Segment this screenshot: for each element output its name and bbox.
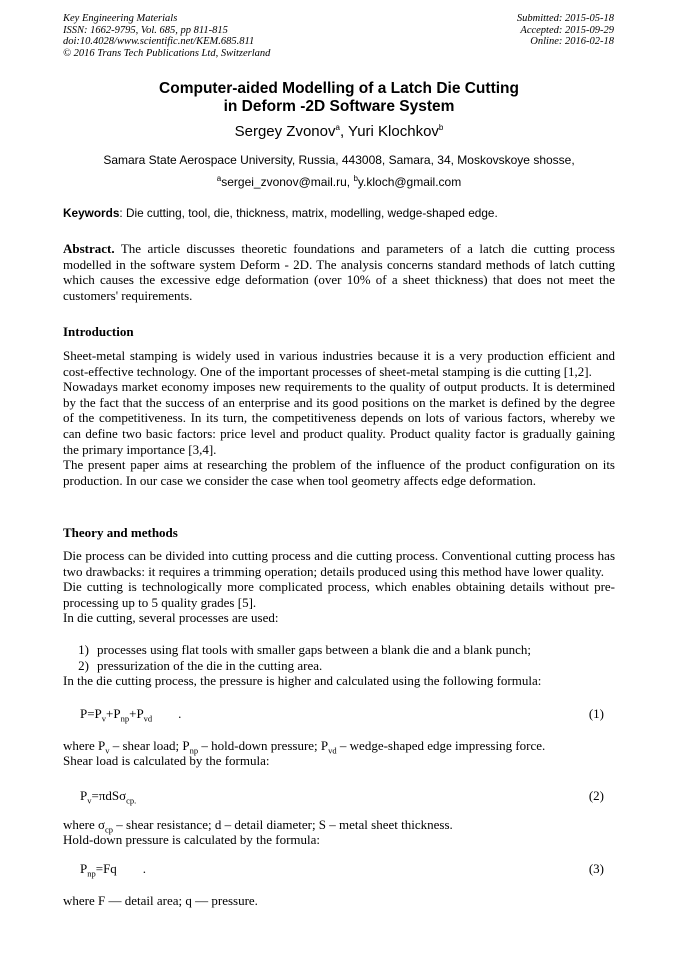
author-separator: ,: [339, 123, 349, 140]
author-1-marker: a: [335, 123, 340, 132]
eq2-sub-cp: cp.: [126, 795, 137, 806]
eq2-sub-v: v: [87, 795, 92, 806]
theory-heading: Theory and methods: [63, 525, 178, 540]
theory-body: [63, 548, 615, 626]
eq1-where-sub-vd: vd: [328, 745, 337, 756]
affiliation-emails: [0, 171, 678, 193]
eq2-p: P: [80, 788, 88, 803]
eq1-sub-v: v: [101, 713, 107, 724]
title-line-2: in Deform -2D Software System: [223, 98, 455, 115]
equation-2-where: [63, 817, 453, 833]
eq2-where-b: – shear resistance; d – detail diameter; S – metal sheet thickness.: [113, 817, 453, 832]
accepted-date: Accepted: 2015-09-29: [520, 24, 614, 36]
online-date: Online: 2016-02-18: [530, 36, 614, 47]
eq1-sub-vd: vd: [143, 713, 153, 724]
affiliation: [0, 149, 678, 193]
keywords: [63, 205, 615, 221]
abstract-label: Abstract.: [63, 241, 115, 256]
eq3-p: P: [80, 861, 88, 876]
theory-paragraph-2: Die cutting is technologically more complicated process, which enables obtaining details without pre-processing up to 5 quality grades [5].: [63, 579, 615, 610]
issn-line: ISSN: 1662-9795, Vol. 685, pp 811-815: [63, 24, 228, 36]
equation-2: [80, 788, 136, 804]
journal-header-right: [517, 13, 614, 48]
keywords-label: Keywords: [63, 206, 120, 220]
authors: [0, 123, 678, 141]
eq1-p: P=P: [80, 706, 102, 721]
introduction-body: [63, 348, 615, 488]
journal-name: Key Engineering Materials: [63, 13, 178, 24]
eq1-where-b: – shear load; P: [109, 738, 190, 753]
equation-3-number: (3): [588, 861, 604, 876]
equation-3-where: where F — detail area; q — pressure.: [63, 893, 258, 908]
eq2-where-a: where σ: [63, 817, 106, 832]
theory-paragraph-3: In die cutting, several processes are used:: [63, 610, 279, 626]
intro-paragraph-1: Sheet-metal stamping is widely used in various industries because it is a very production efficient and cost-effective technology. One of the important processes of sheet-metal stamping is die cutting [1,2].: [63, 348, 615, 379]
eq1-plus-2: +P: [129, 706, 144, 721]
equation-3: [80, 861, 146, 877]
shear-load-intro: Shear load is calculated by the formula:: [63, 753, 270, 768]
paper-title: [0, 80, 678, 116]
email-a[interactable]: sergei_zvonov@mail.ru,: [221, 175, 354, 189]
author-2-marker: b: [438, 123, 444, 132]
list-item-text: pressurization of the die in the cutting area.: [97, 658, 323, 673]
affiliation-address: Samara State Aerospace University, Russia, 443008, Samara, 34, Moskovskoye shosse,: [103, 153, 575, 167]
journal-header-left: [63, 13, 270, 59]
theory-paragraph-4: In the die cutting process, the pressure is higher and calculated using the following formula:: [63, 673, 542, 688]
keywords-text: : Die cutting, tool, die, thickness, matrix, modelling, wedge-shaped edge.: [119, 206, 498, 220]
eq1-plus-1: +P: [106, 706, 121, 721]
abstract-text: The article discusses theoretic foundations and parameters of a latch die cutting process modelled in the software system Deform - 2D. The analysis concerns standard methods of latch cutting which causes the excessive edge deformation (over 10% of a sheet thickness) that does not meet the customers' requirements.: [63, 241, 615, 303]
author-1: Sergey Zvonov: [234, 123, 336, 140]
eq2-where-sub-cp: cp: [105, 824, 114, 835]
submitted-date: Submitted: 2015-05-18: [516, 13, 614, 24]
email-b[interactable]: y.kloch@gmail.com: [357, 175, 462, 189]
equation-1-number: (1): [588, 706, 604, 721]
list-item-text: processes using flat tools with smaller gaps between a blank die and a blank punch;: [97, 642, 531, 657]
equation-1: [80, 706, 181, 722]
list-item-number: 1): [78, 642, 89, 657]
email-b-marker: b: [353, 174, 358, 183]
equation-1-where: [63, 738, 545, 754]
theory-paragraph-1: Die process can be divided into cutting process and die cutting process. Conventional cutting process has two drawbacks: it requires a trimming operation; details produced using this method have lower quality.: [63, 548, 615, 579]
author-2: Yuri Klochkov: [348, 123, 439, 140]
eq1-where-d: – wedge-shaped edge impressing force.: [336, 738, 546, 753]
title-line-1: Computer-aided Modelling of a Latch Die Cutting: [159, 80, 519, 97]
intro-paragraph-2: Nowadays market economy imposes new requirements to the quality of output products. It is determined by the fact that the success of an enterprise and its good positions on the market is defined by the degree of the competitiveness. In its turn, the competitiveness depends on lots of various factors, whereby we can define two basic factors: price level and product quality. Product quality factor is gradually gaining the primary importance [3,4].: [63, 379, 615, 457]
list-item: [63, 658, 615, 674]
email-a-marker: a: [216, 174, 222, 183]
eq1-dot: .: [152, 706, 182, 721]
equation-2-number: (2): [588, 788, 604, 803]
eq1-where-sub-np: np: [189, 745, 199, 756]
introduction-heading: Introduction: [63, 324, 134, 339]
hold-down-intro: Hold-down pressure is calculated by the formula:: [63, 832, 321, 847]
eq1-where-c: – hold-down pressure; P: [198, 738, 329, 753]
eq1-where-a: where P: [63, 738, 106, 753]
eq3-rest: =Fq .: [95, 861, 147, 876]
intro-paragraph-3: The present paper aims at researching the problem of the influence of the product configuration on its production. In our case we consider the case when tool geometry affects edge deformation.: [63, 457, 615, 488]
eq3-sub-np: np: [87, 868, 96, 879]
eq1-sub-np: np: [120, 713, 130, 724]
eq2-rest: =πdSσ: [91, 788, 127, 803]
eq1-where-sub-v: v: [105, 745, 110, 756]
doi-line: doi:10.4028/www.scientific.net/KEM.685.811: [63, 36, 255, 47]
list-item: [63, 642, 615, 658]
abstract: [63, 241, 615, 303]
copyright-line: © 2016 Trans Tech Publications Ltd, Switzerland: [63, 47, 271, 59]
list-item-number: 2): [78, 658, 89, 673]
